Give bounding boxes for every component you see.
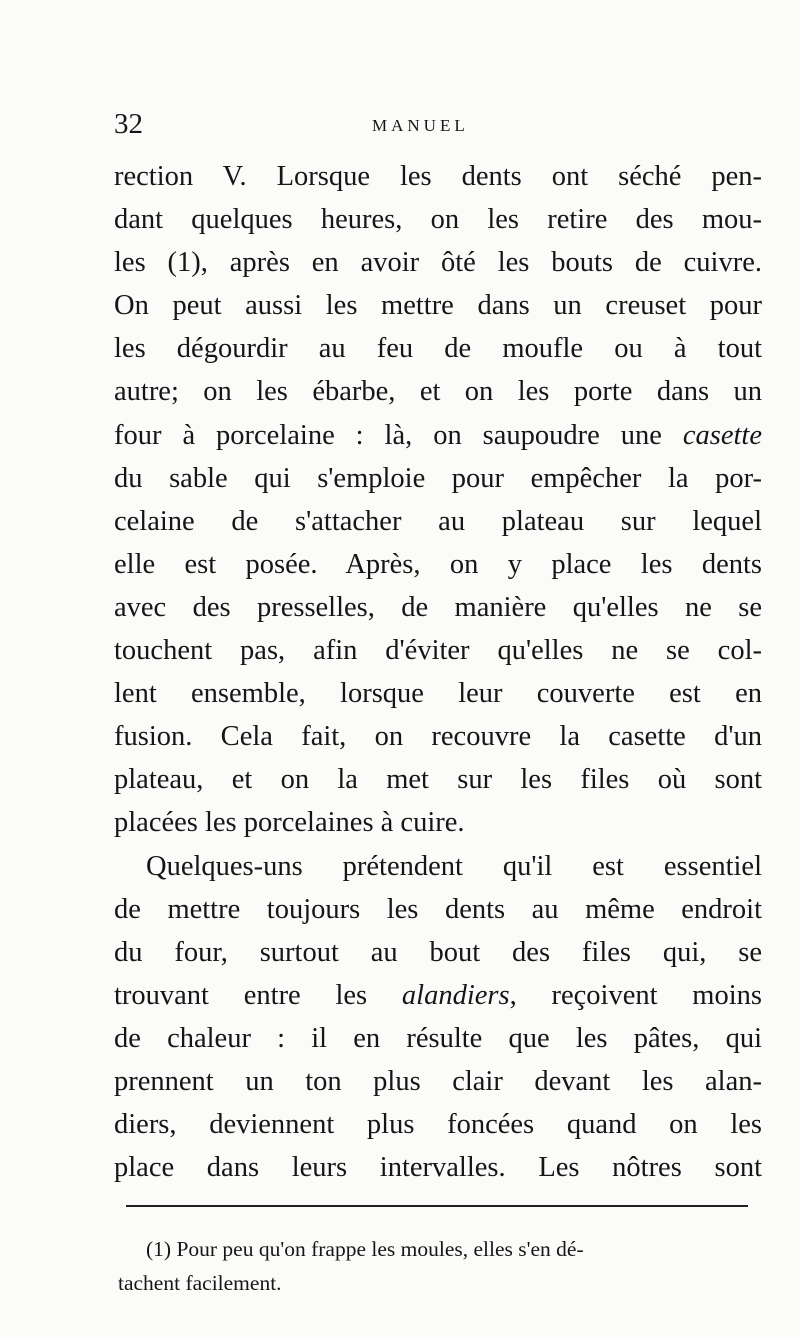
text-line: les dégourdir au feu de moufle ou à tout [114, 333, 762, 365]
text-line: autre; on les ébarbe, et on les porte dans un [114, 376, 762, 408]
text-line: les (1), après en avoir ôté les bouts de cuivre. [114, 247, 762, 279]
paragraph-start-line: Quelques-uns prétendent qu'il est essentiel [146, 850, 762, 882]
page-number: 32 [114, 108, 143, 140]
footnote-line: tachent facilement. [118, 1271, 282, 1295]
footnote-line: (1) Pour peu qu'on frappe les moules, elles s'en dé- [146, 1237, 584, 1261]
footnote-divider [126, 1205, 748, 1207]
text-line: fusion. Cela fait, on recouvre la casette d'un [114, 721, 762, 753]
footnote [118, 1232, 758, 1300]
text-line: avec des presselles, de manière qu'elles ne se [114, 591, 762, 623]
text-line: du four, surtout au bout des files qui, se [114, 936, 762, 968]
running-title: MANUEL [372, 116, 469, 135]
text-line [114, 974, 762, 1017]
text-line: plateau, et on la met sur les files où sont [114, 764, 762, 796]
text-line: de chaleur : il en résulte que les pâtes, qui [114, 1022, 762, 1054]
text-line: diers, deviennent plus foncées quand on les [114, 1109, 762, 1141]
text-segment: four à porcelaine : là, on saupoudre une [114, 419, 683, 451]
text-segment: , reçoivent moins [509, 979, 762, 1011]
text-line: elle est posée. Après, on y place les dents [114, 548, 762, 580]
paragraph-end-line: placées les porcelaines à cuire. [114, 807, 465, 839]
italic-term-alandiers: alandiers [401, 979, 510, 1011]
italic-term-casette: casette [682, 419, 762, 451]
body-text [114, 155, 762, 1189]
text-segment: trouvant entre les [114, 979, 402, 1011]
text-line: touchent pas, afin d'éviter qu'elles ne se col- [114, 635, 762, 667]
page-header [114, 108, 754, 144]
text-line: dant quelques heures, on les retire des mou- [114, 204, 762, 236]
text-line: prennent un ton plus clair devant les alan- [114, 1065, 762, 1097]
text-line: place dans leurs intervalles. Les nôtres sont [114, 1152, 762, 1184]
text-line: rection V. Lorsque les dents ont séché pen- [114, 161, 762, 192]
text-line: On peut aussi les mettre dans un creuset pour [114, 290, 762, 322]
text-line: celaine de s'attacher au plateau sur lequel [114, 505, 762, 537]
text-line [114, 414, 762, 457]
text-line: du sable qui s'emploie pour empêcher la por- [114, 462, 762, 494]
text-line: lent ensemble, lorsque leur couverte est en [114, 678, 762, 710]
text-line: de mettre toujours les dents au même endroit [114, 893, 762, 925]
